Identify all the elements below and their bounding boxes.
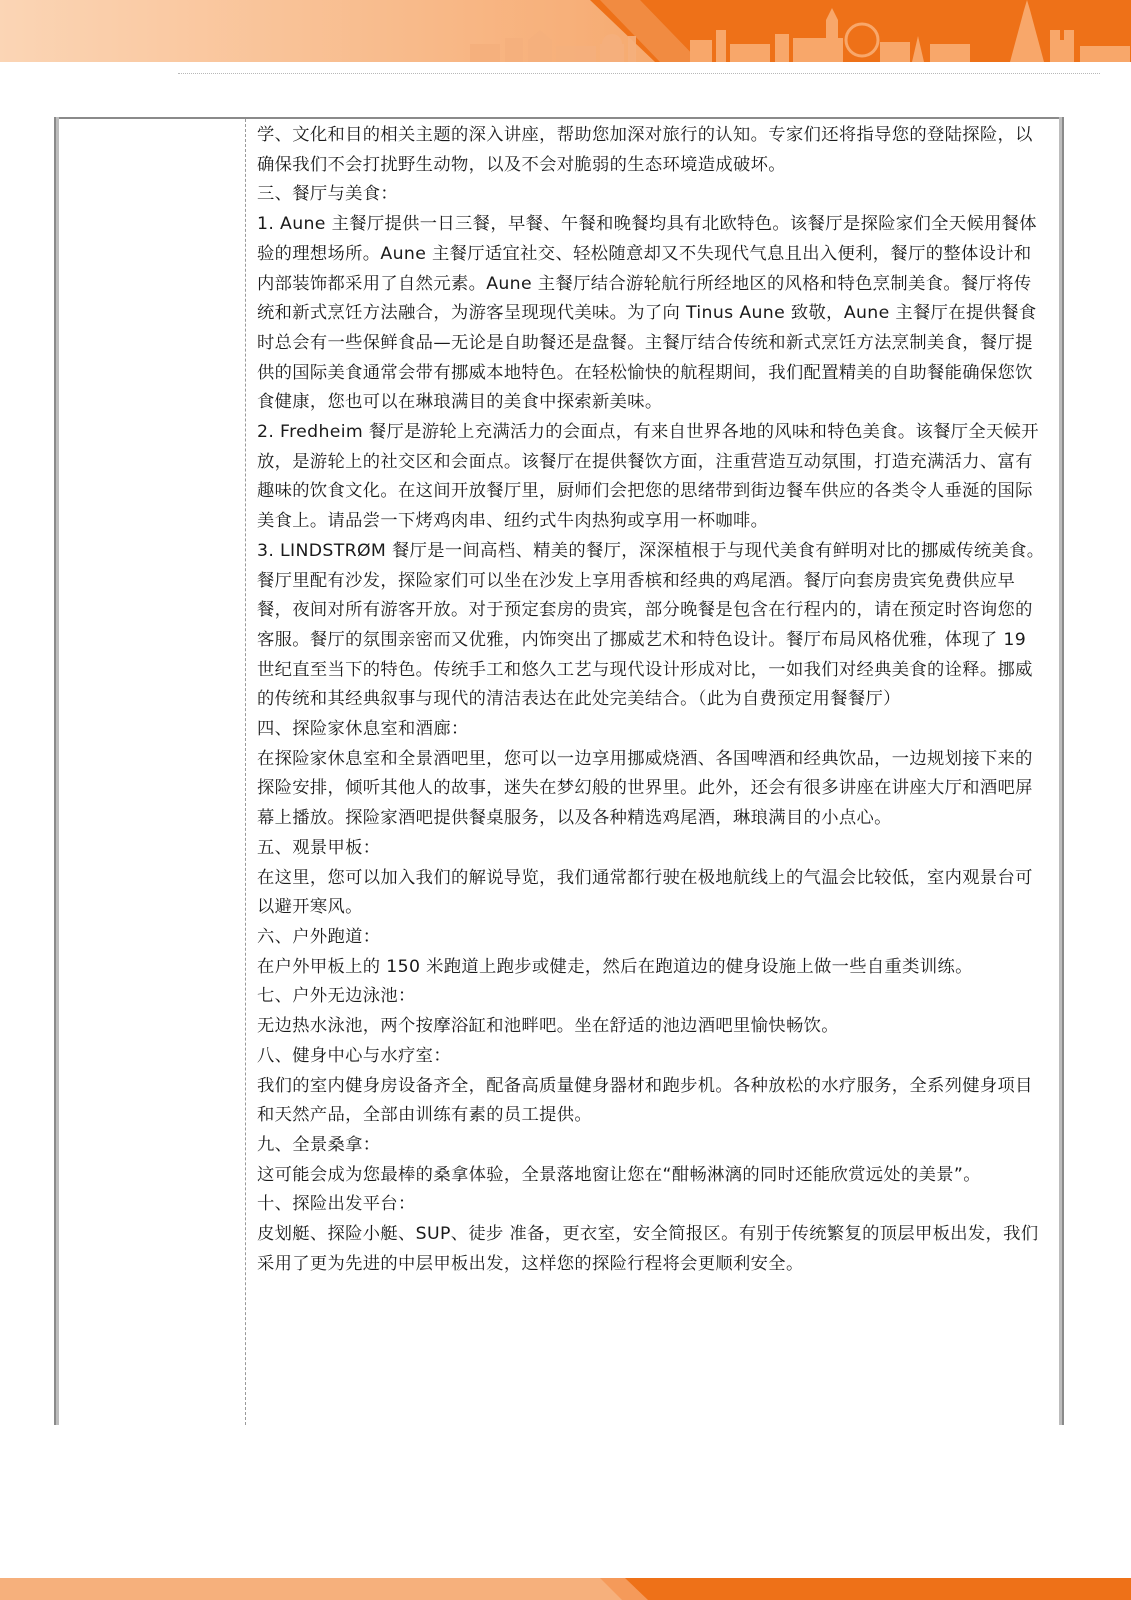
footer-stripe <box>0 1578 1131 1600</box>
heading-observation-deck: 五、观景甲板： <box>257 837 381 858</box>
paragraph-lounge-bar: 在探险家休息室和全景酒吧里，您可以一边享用挪威烧酒、各国啤酒和经典饮品，一边规划接下来的探险安排，倾听其他人的故事，迷失在梦幻般的世界里。此外，还会有很多讲座在讲座大厅和酒吧屏幕上播放。探险家酒吧提供餐桌服务，以及各种精选鸡尾酒，琳琅满目的小点心。 <box>257 748 1033 829</box>
heading-fitness-spa: 八、健身中心与水疗室： <box>257 1045 451 1066</box>
paragraph-panorama-sauna: 这可能会成为您最棒的桑拿体验，全景落地窗让您在“酣畅淋漓的同时还能欣赏远处的美景”。 <box>257 1164 981 1185</box>
paragraph-infinity-pool: 无边热水泳池，两个按摩浴缸和池畔吧。坐在舒适的池边酒吧里愉快畅饮。 <box>257 1016 839 1037</box>
paragraph-fitness-spa: 我们的室内健身房设备齐全，配备高质量健身器材和跑步机。各种放松的水疗服务，全系列健身项目和天然产品，全部由训练有素的员工提供。 <box>257 1075 1033 1126</box>
heading-expedition-platform: 十、探险出发平台： <box>257 1194 416 1215</box>
header-banner <box>0 0 1131 62</box>
heading-outdoor-track: 六、户外跑道： <box>257 926 381 947</box>
paragraph-outdoor-track: 在户外甲板上的 150 米跑道上跑步或健走，然后在跑道边的健身设施上做一些自重类训练。 <box>257 956 973 977</box>
heading-lounge-bar: 四、探险家休息室和酒廊： <box>257 719 469 740</box>
paragraph-expedition-platform: 皮划艇、探险小艇、SUP、徒步 准备，更衣室，安全简报区。有别于传统繁复的顶层甲板出发，我们采用了更为先进的中层甲板出发，这样您的探险行程将会更顺利安全。 <box>257 1224 1039 1274</box>
paragraph-aune-restaurant: 1. Aune 主餐厅提供一日三餐，早餐、午餐和晚餐均具有北欧特色。该餐厅是探险家们全天候用餐体验的理想场所。Aune 主餐厅适宜社交、轻松随意却又不失现代气息且出入便利，餐厅的整体设计和内部装饰都采用了自然元素。Aune 主餐厅结合游轮航行所经地区的风格和特色烹制美食。餐厅将传统和新式烹饪方法融合，为游客呈现现代美味。为了向 Tinus Aune 致敬，Aune 主餐厅在提供餐食时总会有一些保鲜食品—无论是自助餐还是盘餐。主餐厅结合传统和新式烹饪方法烹制美食，餐厅提供的国际美食通常会带有挪威本地特色。在轻松愉快的航程期间，我们配置精美的自助餐能确保您饮食健康，您也可以在琳琅满目的美食中探索新美味。 <box>257 214 1037 413</box>
header-divider <box>178 73 1100 74</box>
itinerary-content-cell <box>257 121 1049 1279</box>
paragraph-lindstrom-restaurant: 3. LINDSTRØM 餐厅是一间高档、精美的餐厅，深深植根于与现代美食有鲜明对比的挪威传统美食。餐厅里配有沙发，探险家们可以坐在沙发上享用香槟和经典的鸡尾酒。餐厅向套房贵宾免费供应早餐，夜间对所有游客开放。对于预定套房的贵宾，部分晚餐是包含在行程内的，请在预定时咨询您的客服。餐厅的氛围亲密而又优雅，内饰突出了挪威艺术和特色设计。餐厅布局风格优雅，体现了 19 世纪直至当下的特色。传统手工和悠久工艺与现代设计形成对比，一如我们对经典美食的诠释。挪威的传统和其经典叙事与现代的清洁表达在此处完美结合。（此为自费预定用餐餐厅） <box>257 540 1045 710</box>
paragraph-lecture-continued: 学、文化和目的相关主题的深入讲座，帮助您加深对旅行的认知。专家们还将指导您的登陆探险，以确保我们不会打扰野生动物，以及不会对脆弱的生态环境造成破坏。 <box>257 125 1033 175</box>
heading-panorama-sauna: 九、全景桑拿： <box>257 1134 381 1155</box>
paragraph-fredheim-restaurant: 2. Fredheim 餐厅是游轮上充满活力的会面点，有来自世界各地的风味和特色美食。该餐厅全天候开放，是游轮上的社交区和会面点。该餐厅在提供餐饮方面，注重营造互动氛围，打造充满活力、富有趣味的饮食文化。在这间开放餐厅里，厨师们会把您的思绪带到街边餐车供应的各类令人垂涎的国际美食上。请品尝一下烤鸡肉串、纽约式牛肉热狗或享用一杯咖啡。 <box>257 422 1039 532</box>
heading-dining: 三、餐厅与美食： <box>257 184 399 205</box>
heading-infinity-pool: 七、户外无边泳池： <box>257 986 416 1007</box>
city-skyline-banner <box>0 0 1131 62</box>
paragraph-observation-deck: 在这里，您可以加入我们的解说导览，我们通常都行驶在极地航线上的气温会比较低，室内观景台可以避开寒风。 <box>257 867 1033 918</box>
table-label-cell <box>59 119 246 1425</box>
footer-bar <box>0 1578 1131 1600</box>
